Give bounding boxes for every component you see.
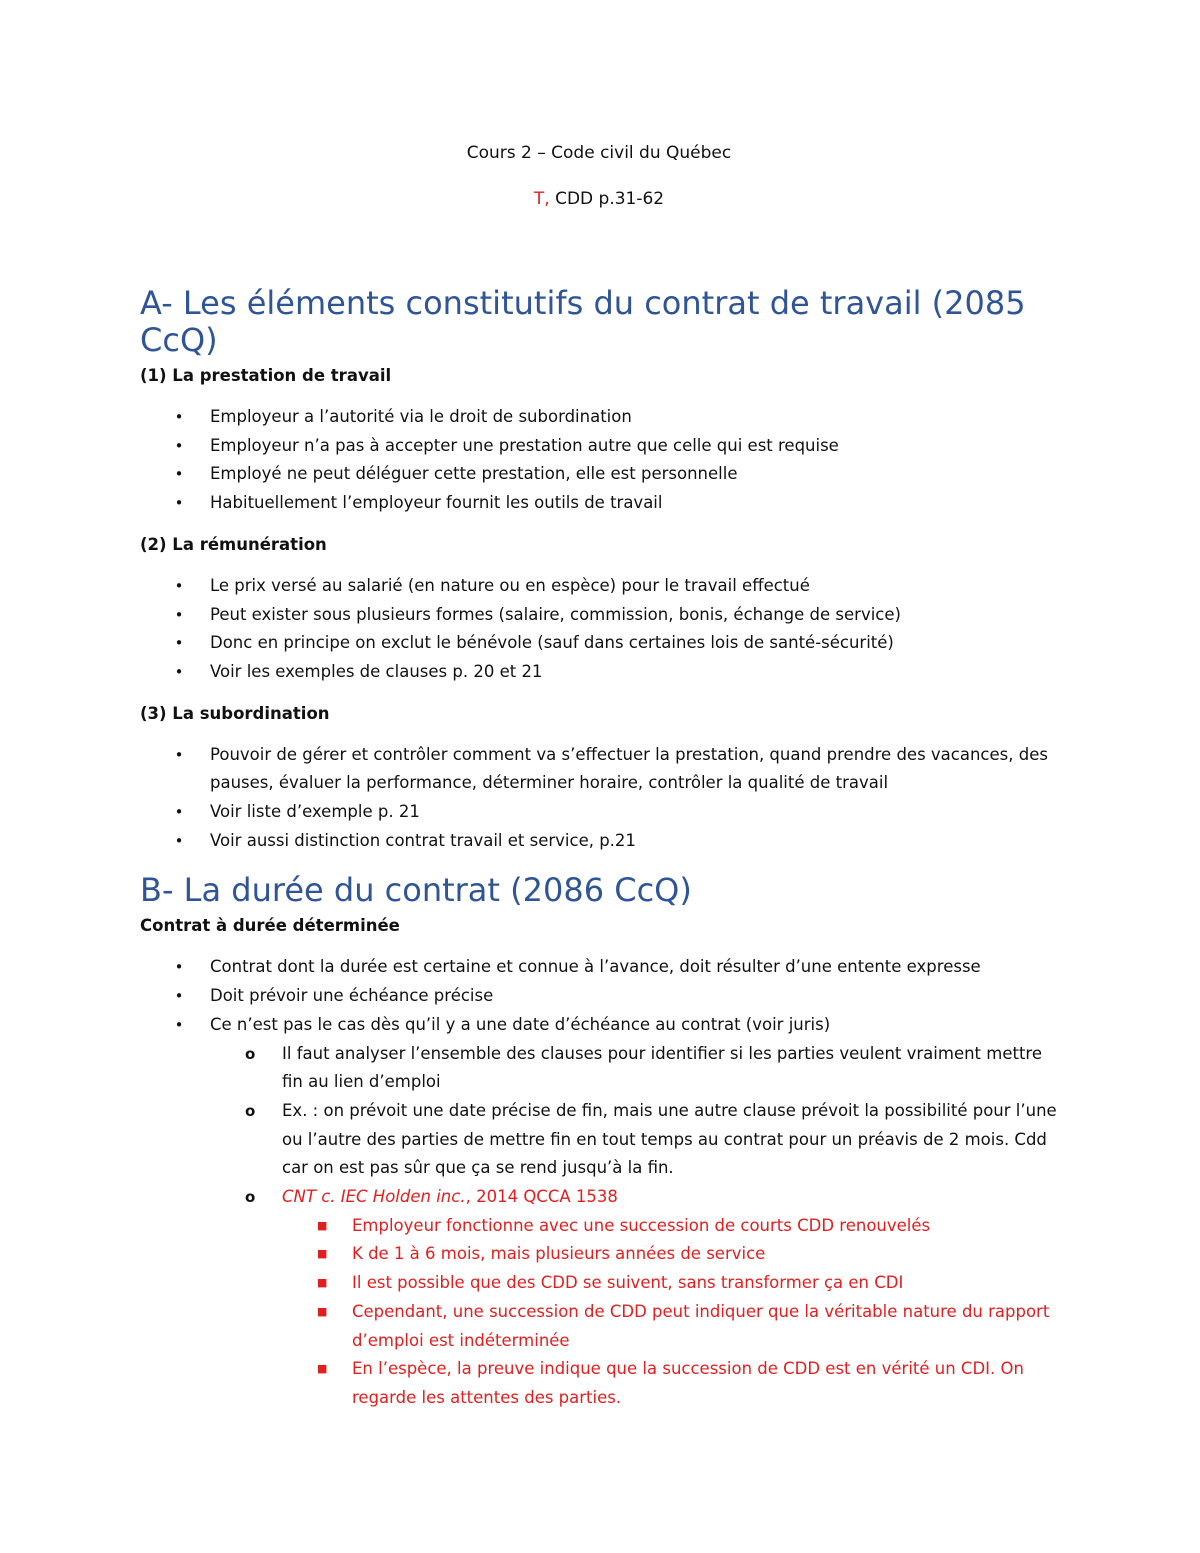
square-bullet-icon: ■: [317, 1304, 328, 1318]
subtitle-text: CDD p.31-62: [549, 189, 665, 209]
bullet-icon: •: [174, 576, 184, 595]
hollow-bullet-icon: o: [245, 1044, 256, 1063]
hollow-bullet-icon: o: [245, 1188, 256, 1207]
list-item: • Voir aussi distinction contrat travail et service, p.21: [140, 827, 1058, 856]
section-a-heading: A- Les éléments constitutifs du contrat de travail (2085 CcQ): [140, 284, 1026, 359]
list-item: • Employeur n’a pas à accepter une prestation autre que celle qui est requise: [140, 432, 1058, 461]
list-item: • Doit prévoir une échéance précise: [140, 982, 1058, 1011]
bullet-icon: •: [174, 958, 184, 977]
prestation-heading: (1) La prestation de travail: [140, 366, 392, 385]
square-bullet-icon: ■: [317, 1362, 328, 1376]
list-item: • Ce n’est pas le cas dès qu’il y a une date d’échéance au contrat (voir juris) o Il faut analyser l’ensemble des clauses pour identifier si les parties veulent vraiment mettre fin au lien d’emploi o Ex. : on prévoit une date précise de fin, mais une autre clause prévoit la possibilité pour l’une ou l’autre des parties de mettre fin en tout temps au contrat pour un préavis de 2 mois. Cdd car on est pas sûr que ça se rend jusqu’à la fin. o CNT c. IEC Holden inc., 2014 QCCA 1538 ■ Employeur fonctionne avec une succession de courts CDD renouvelés ■ K de 1 à 6 mois, mais plusieurs années de service ■ Il est possible que des CDD se suivent, sans transformer ça en CDI ■ Cependant, une succession de CDD peut indiquer que la véritable nature du rapport d’emploi est indéterminée ■ En l’espèce, la preuve indique que la succession de CDD est en vérité un CDI. On regarde les attentes des parties.: [140, 1011, 1058, 1413]
remuneration-heading: (2) La rémunération: [140, 534, 327, 554]
square-bullet-icon: ■: [317, 1276, 328, 1290]
case-list: [282, 1212, 1058, 1413]
square-bullet-icon: ■: [317, 1218, 328, 1232]
prestation-list: [140, 403, 1058, 518]
list-item: • Employé ne peut déléguer cette prestation, elle est personnelle: [140, 460, 1058, 489]
section-b-heading: B- La durée du contrat (2086 CcQ): [140, 871, 692, 910]
case-list-item: ■ Employeur fonctionne avec une succession de courts CDD renouvelés: [282, 1212, 1058, 1241]
list-item: • Peut exister sous plusieurs formes (salaire, commission, bonis, échange de service): [140, 601, 1058, 630]
sub-list-item: o Ex. : on prévoit une date précise de fin, mais une autre clause prévoit la possibilité pour l’une ou l’autre des parties de mettre fin en tout temps au contrat pour un préavis de 2 mois. Cdd car on est pas sûr que ça se rend jusqu’à la fin.: [210, 1097, 1058, 1183]
list-item: • Le prix versé au salarié (en nature ou en espèce) pour le travail effectué: [140, 572, 1058, 601]
document-title: Cours 2 – Code civil du Québec: [466, 143, 732, 163]
bullet-icon: •: [174, 605, 184, 624]
bullet-icon: •: [174, 831, 184, 850]
bullet-icon: •: [174, 465, 184, 484]
case-list-item: ■ K de 1 à 6 mois, mais plusieurs années de service: [282, 1240, 1058, 1269]
bullet-icon: •: [174, 745, 184, 764]
subordination-heading: (3) La subordination: [140, 703, 330, 723]
list-item: • Voir liste d’exemple p. 21: [140, 798, 1058, 827]
subordination-list: [140, 741, 1058, 856]
cdd-sub-list: [210, 1040, 1058, 1413]
list-item: • Pouvoir de gérer et contrôler comment va s’effectuer la prestation, quand prendre des vacances, des pauses, évaluer la performance, déterminer horaire, contrôler la qualité de travail: [140, 741, 1058, 798]
case-name: CNT c. IEC Holden inc.: [282, 1187, 466, 1207]
bullet-icon: •: [174, 1015, 184, 1034]
sub-list-item: [210, 1183, 1058, 1413]
list-item: • Contrat dont la durée est certaine et connue à l’avance, doit résulter d’une entente expresse: [140, 953, 1058, 982]
bullet-icon: •: [174, 494, 184, 513]
list-item: • Donc en principe on exclut le bénévole (sauf dans certaines lois de santé-sécurité): [140, 629, 1058, 658]
hollow-bullet-icon: o: [245, 1101, 256, 1120]
list-item: • Habituellement l’employeur fournit les outils de travail: [140, 489, 1058, 518]
subtitle-prefix: T,: [533, 189, 550, 209]
case-citation: , 2014 QCCA 1538: [465, 1187, 618, 1207]
bullet-icon: •: [174, 634, 184, 653]
case-list-item: ■ Il est possible que des CDD se suivent, sans transformer ça en CDI: [282, 1269, 1058, 1298]
sub-list-item: o Il faut analyser l’ensemble des clauses pour identifier si les parties veulent vraiment mettre fin au lien d’emploi: [210, 1040, 1058, 1097]
case-list-item: ■ En l’espèce, la preuve indique que la succession de CDD est en vérité un CDI. On regarde les attentes des parties.: [282, 1355, 1058, 1412]
square-bullet-icon: ■: [317, 1247, 328, 1261]
bullet-icon: •: [174, 803, 184, 822]
remuneration-list: [140, 572, 1058, 687]
bullet-icon: •: [174, 987, 184, 1006]
list-item: • Voir les exemples de clauses p. 20 et 21: [140, 658, 1058, 687]
cdd-heading: Contrat à durée déterminée: [140, 916, 400, 936]
cdd-list: [140, 953, 1058, 1412]
list-item: • Employeur a l’autorité via le droit de subordination: [140, 403, 1058, 432]
bullet-icon: •: [174, 436, 184, 455]
bullet-icon: •: [174, 662, 184, 681]
bullet-icon: •: [174, 408, 184, 426]
case-list-item: ■ Cependant, une succession de CDD peut indiquer que la véritable nature du rapport d’emploi est indéterminée: [282, 1298, 1058, 1355]
document-subtitle: [140, 188, 1058, 210]
